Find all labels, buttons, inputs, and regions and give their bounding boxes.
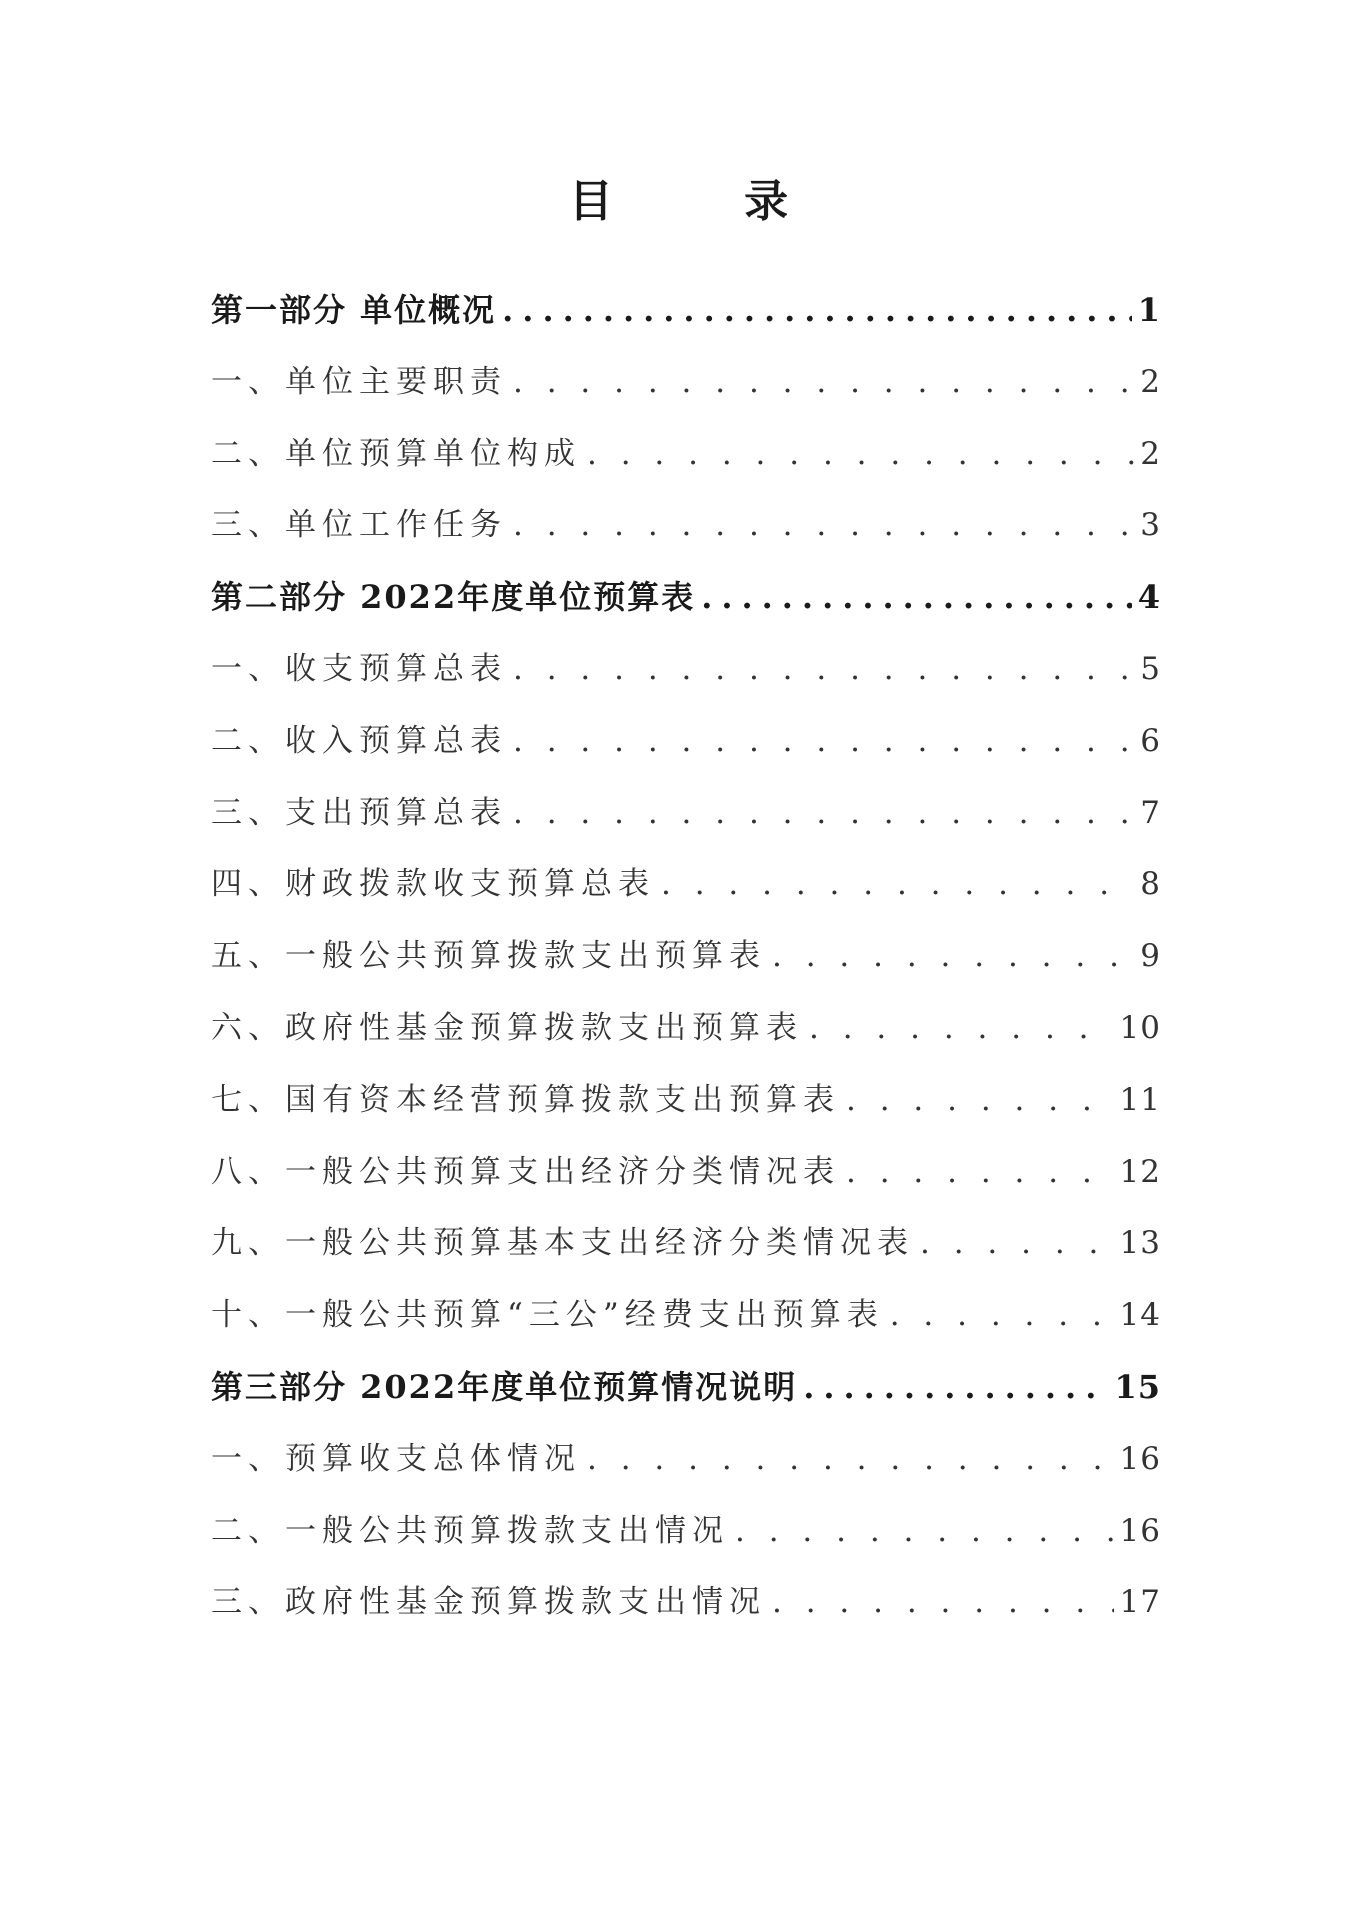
- toc-section-entry[interactable]: [211, 783, 1161, 855]
- toc-page-number: 2: [1140, 363, 1161, 400]
- toc-dot-leader: [920, 1213, 1114, 1273]
- toc-entry-label: 第一部分 单位概况: [211, 291, 497, 329]
- toc-section-entry[interactable]: [211, 639, 1161, 711]
- toc-entry-label: 三、单位工作任务: [211, 507, 507, 544]
- toc-entry-label: 第三部分 2022年度单位预算情况说明: [211, 1367, 798, 1406]
- toc-page-number: 15: [1114, 1367, 1161, 1406]
- toc-dot-leader: [803, 1357, 1108, 1417]
- toc-section-entry[interactable]: [211, 495, 1161, 567]
- toc-dot-leader: [772, 926, 1134, 986]
- toc-entry-label: 十、一般公共预算“三公”经费支出预算表: [211, 1297, 884, 1334]
- toc-part-entry[interactable]: [211, 1357, 1161, 1429]
- toc-page-number: 10: [1119, 1009, 1161, 1046]
- toc-entry-label: 五、一般公共预算拨款支出预算表: [211, 938, 766, 975]
- toc-entry-label: 八、一般公共预算支出经济分类情况表: [211, 1153, 840, 1190]
- toc-dot-leader: [809, 998, 1114, 1058]
- toc-page-number: 6: [1140, 722, 1161, 759]
- toc-section-entry[interactable]: [211, 998, 1161, 1070]
- toc-entry-label: 六、政府性基金预算拨款支出预算表: [211, 1009, 803, 1046]
- toc-entry-label: 四、财政拨款收支预算总表: [211, 866, 655, 903]
- toc-page-number: 1: [1137, 291, 1161, 329]
- toc-page-number: 7: [1140, 794, 1161, 831]
- toc-page-number: 9: [1140, 938, 1161, 975]
- toc-title: 目 录: [568, 176, 847, 227]
- toc-page-number: 16: [1119, 1512, 1161, 1549]
- toc-page-number: 17: [1119, 1584, 1161, 1621]
- toc-dot-leader: [513, 495, 1134, 555]
- toc-section-entry[interactable]: [211, 1429, 1161, 1501]
- toc-section-entry[interactable]: [211, 711, 1161, 783]
- toc-dot-leader: [587, 424, 1134, 484]
- toc-page-number: 3: [1140, 507, 1161, 544]
- toc-page-number: 14: [1119, 1297, 1161, 1334]
- toc-dot-leader: [661, 854, 1134, 914]
- toc-section-entry[interactable]: [211, 1501, 1161, 1573]
- toc-dot-leader: [701, 567, 1132, 627]
- toc-dot-leader: [513, 783, 1134, 843]
- toc-entry-label: 三、政府性基金预算拨款支出情况: [211, 1584, 766, 1621]
- toc-page-number: 8: [1140, 866, 1161, 903]
- toc-dot-leader: [846, 1070, 1114, 1130]
- toc-dot-leader: [502, 280, 1132, 340]
- toc-page-number: 12: [1119, 1153, 1161, 1190]
- toc-entry-label: 九、一般公共预算基本支出经济分类情况表: [211, 1225, 914, 1262]
- toc-section-entry[interactable]: [211, 1142, 1161, 1214]
- toc-dot-leader: [513, 352, 1134, 412]
- toc-entry-label: 二、一般公共预算拨款支出情况: [211, 1512, 729, 1549]
- toc-section-entry[interactable]: [211, 424, 1161, 496]
- toc-dot-leader: [735, 1501, 1114, 1561]
- toc-section-entry[interactable]: [211, 926, 1161, 998]
- toc-entry-label: 一、收支预算总表: [211, 650, 507, 687]
- toc-dot-leader: [846, 1142, 1114, 1202]
- toc-entry-label: 三、支出预算总表: [211, 794, 507, 831]
- toc-section-entry[interactable]: [211, 1070, 1161, 1142]
- toc-section-entry[interactable]: [211, 1213, 1161, 1285]
- toc-part-entry[interactable]: [211, 567, 1161, 639]
- toc-dot-leader: [513, 639, 1134, 699]
- toc-dot-leader: [513, 711, 1134, 771]
- table-of-contents: [211, 280, 1161, 1644]
- toc-section-entry[interactable]: [211, 854, 1161, 926]
- toc-section-entry[interactable]: [211, 352, 1161, 424]
- toc-entry-label: 七、国有资本经营预算拨款支出预算表: [211, 1081, 840, 1118]
- toc-page-number: 4: [1137, 578, 1161, 617]
- toc-page-number: 5: [1140, 650, 1161, 687]
- toc-part-entry[interactable]: [211, 280, 1161, 352]
- toc-page-number: 2: [1140, 435, 1161, 472]
- toc-dot-leader: [890, 1285, 1114, 1345]
- toc-dot-leader: [587, 1429, 1114, 1489]
- toc-entry-label: 二、收入预算总表: [211, 722, 507, 759]
- toc-dot-leader: [772, 1572, 1114, 1632]
- toc-entry-label: 一、预算收支总体情况: [211, 1440, 581, 1477]
- toc-page-number: 13: [1119, 1225, 1161, 1262]
- toc-entry-label: 二、单位预算单位构成: [211, 435, 581, 472]
- toc-page-number: 11: [1119, 1081, 1161, 1118]
- toc-section-entry[interactable]: [211, 1572, 1161, 1644]
- toc-entry-label: 第二部分 2022年度单位预算表: [211, 578, 696, 617]
- toc-page-number: 16: [1119, 1440, 1161, 1477]
- toc-section-entry[interactable]: [211, 1285, 1161, 1357]
- toc-entry-label: 一、单位主要职责: [211, 363, 507, 400]
